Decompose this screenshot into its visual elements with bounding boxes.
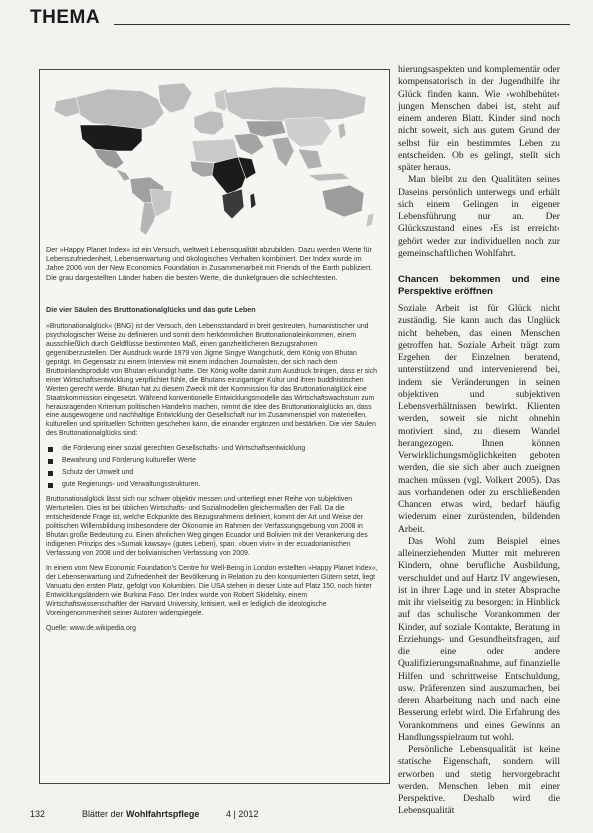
body-paragraph: Soziale Arbeit ist für Glück nicht zuständig. Sie kann auch das Unglück nicht beheben, das einen Menschen getroffen hat. Soziale Arbeit trägt zum Ergehen der Einzelnen beratend, unterstützend und intervenierend bei, indem sie Veränderungen in seinen objektiven und subjektiven Lebensverhältnissen bewirkt. Klienten werden, soweit sie nicht ohnehin motiviert sind, zu diesem Wandel herangezogen. Ihnen können Verwirklichungsmöglichkeiten geboten werden, die sie sich aber auch zueignen machen müssen (vgl. Volkert 2005). Das aus vorhandenen oder zu erschließenden Chancen etwas wird, bedarf häufig wiederum einer zurüstenden, bildenden Arbeit. bbox=[398, 303, 560, 535]
source-line: Quelle: www.de.wikipedia.org bbox=[46, 624, 137, 632]
map-alaska bbox=[54, 97, 80, 117]
map-greenland bbox=[158, 83, 192, 113]
map-western-europe bbox=[194, 111, 224, 135]
sidebar-subheading: Die vier Säulen des Bruttonationalglücks und das gute Leben bbox=[46, 305, 256, 314]
map-madagascar bbox=[250, 193, 256, 209]
map-canada bbox=[76, 89, 164, 129]
main-column bbox=[398, 64, 560, 818]
map-indonesia bbox=[308, 173, 350, 181]
map-new-zealand bbox=[366, 213, 374, 227]
map-india bbox=[272, 137, 294, 167]
section-title: THEMA bbox=[30, 7, 101, 28]
map-central-america bbox=[116, 169, 130, 181]
figure-caption: Der »Happy Planet Index« ist ein Versuch, weltweit Lebensqualität abzubilden. Dazu werden Werte für Lebenszufriedenheit, Lebenserwartung und ökologisches Verhalten kombiniert. Der Index wurde im Jahre 2006 von der New Economics Foundation in Zusammenarbeit mit Friends of the Earth publiziert. Die grau dargestellten Länder haben die besten Werte, die dunkelgrauen die schlechtesten. bbox=[46, 245, 373, 282]
body-paragraph: Persönliche Lebensqualität ist keine statische Eigenschaft, sondern will erworben und stetig hervorgebracht werden. Menschen leben mit einer Perspektive. Deshalb wird die Lebensqualität bbox=[398, 744, 560, 817]
map-china bbox=[284, 117, 332, 147]
body-paragraph: Man bleibt zu den Qualitäten seines Daseins persönlich unterwegs und erhält sich einem Gelingen in eigener Lebensführung nur an. Der Glückszustand eines ›Es ist erreicht‹ gehört weder zur individuellen noch zur gemeinschaftlichen Wohlfahrt. bbox=[398, 174, 560, 259]
bullet-list bbox=[46, 445, 381, 490]
sidebar-paragraph: Bruttonationalglück lässt sich nur schwer objektiv messen und unterliegt einer Reihe von subjektiven Werturteilen. Dies ist bei üblichen Wirtschafts- und Sozialmodellen gleichermaßen der Fall. Da die entscheidende Frage ist, welche Eckpunkte des Bezugsrahmens definiert, kommt der Art und Weise der politischen Willensbildung insbesondere der Ökonomie im Rahmen der Verfassungsgebung von 2008 in Bhutan große Bedeutung zu. Einen ähnlichen Weg gingen Ecuador und Bolivien mit der Verankerung des indigenen Prinzips des »Sumak kawsay« (gutes Leben), span. »buen vivir« in der ecuadorianischen Verfassung von 2008 und der bolivianischen Verfassung von 2009. bbox=[46, 496, 368, 557]
world-map-figure bbox=[46, 79, 381, 242]
map-southeast-asia bbox=[298, 149, 322, 169]
map-mexico bbox=[94, 149, 124, 169]
section-header bbox=[30, 7, 570, 33]
bullet-item: Bewahrung und Förderung kultureller Werte bbox=[46, 457, 381, 466]
page-number: 132 bbox=[30, 809, 46, 819]
sidebar-text bbox=[46, 306, 381, 640]
header-rule bbox=[114, 24, 570, 25]
section-heading: Chancen bekommen und eine Perspektive eröffnen bbox=[398, 274, 560, 297]
map-middle-east bbox=[234, 133, 264, 155]
map-australia bbox=[322, 185, 364, 217]
body-paragraph: hierungsaspekten und komplementär oder kompensatorisch in der Jugendhilfe ihr Glück finden kann. Wie ›wohlbehütet‹ jungen Menschen dabei ist, steht auf einem anderen Blatt. Kinder sind noch nicht soweit, sich aus gutem Grund der selbst für ein bestimmtes Leben zu entscheiden. Ob es gelingt, stellt sich später heraus. bbox=[398, 64, 560, 173]
journal-name-a: Blätter der bbox=[82, 809, 127, 819]
journal-name-b: Wohlfahrtspflege bbox=[126, 809, 200, 819]
bullet-item: Schutz der Umwelt und bbox=[46, 469, 381, 478]
journal-name bbox=[82, 809, 199, 819]
map-usa bbox=[80, 125, 142, 151]
sidebar-paragraph: »Bruttonationalglück« (BNG) ist der Versuch, den Lebensstandard in breit gestreuten, humanistischer und psychologischer Weise zu definieren und somit dem herkömmlichen Bruttonationaleinkommen, einem ausschließlich durch Geldflüsse bestimmten Maß, einen ganzheitlicheren Bezugsrahmen gegenüberzustellen. Der Ausdruck wurde 1979 von Jigme Singye Wangchuck, dem König von Bhutan geprägt. Im Gegensatz zu einem Interview mit einem indischen Journalisten, der sich nach dem Bruttoinlandsprodukt von Bhutan erkundigt hatte. Der König wollte damit zum Ausdruck bringen, dass er sich einer Wirtschaftsentwicklung verpflichtet fühle, die Bhutans einzigartiger Kultur und ihren buddhistischen Werten gerecht werde. Bhutan hat zu diesem Zweck mit der Kommission für das Bruttonationalglück eine Staatskommission eingesetzt. Während konventionelle Entwicklungsmodelle das Wirtschaftswachstum zum herausragenden Kriterium politischen Handelns machen, nimmt die Idee des Bruttonationalglücks an, dass eine ausgewogene und nachhaltige Entwicklung der Gesellschaft nur im Zusammenspiel von materiellen, kulturellen und spirituellen Schritten geschehen kann, die einander ergänzen und bestärken. Die vier Säulen des Bruttonationalglücks sind: bbox=[46, 322, 377, 438]
bullet-item: die Förderung einer sozial gerechten Gesellschafts- und Wirtschaftsentwicklung bbox=[46, 445, 381, 454]
map-southern-africa bbox=[222, 189, 244, 219]
body-paragraph: Das Wohl zum Beispiel eines alleinerziehenden Mutter mit mehreren Kindern, ohne berufliche Ausbildung, verschuldet und auf Hartz IV angewiesen, ist in ihrer Lage und in steter Absprache mit ihr vielseitig zu besorgen: in Hinblick auf das schulische Vorankommen der Kinder, auf soziale Kontakte, Beratung in Erziehungs- und Gesundheitsfragen, auf die eine oder andere Qualifizierungsmaßnahme, auf finanzielle Hilfen und schrittweise Entschuldung, usw. Präferenzen sind auszumachen, bei deren Abarbeitung nach und nach eine Besserung erlebt wird. Die Erfahrung des Vorankommens und eines Gewinns an Handlungsspielraum tut wohl. bbox=[398, 535, 560, 743]
map-russia bbox=[224, 87, 366, 121]
bullet-item: gute Regierungs- und Verwaltungsstrukturen. bbox=[46, 481, 381, 490]
map-japan bbox=[338, 123, 346, 139]
sidebar-paragraph: In einem vom New Economic Foundation's Centre for Well-Being in London erstellten »Happy Planet Index«, der Lebenserwartung und Zufriedenheit der Bevölkerung in Relation zu den konsumierten Gütern setzt, liegt Vanuatu den ersten Platz, gefolgt von Kolumbien. Die USA stehen in dieser Liste auf Platz 150, noch hinter Entwicklungsländern wie Burkina Faso. Der Index wurde von Robert Skidelsky, einem Wirtschaftswissenschaftler der Harvard University, kritisiert, weil er lediglich die ideologische Voreingenommenheit seiner Autoren widerspiegele. bbox=[46, 564, 378, 617]
issue-number: 4 | 2012 bbox=[226, 809, 259, 819]
